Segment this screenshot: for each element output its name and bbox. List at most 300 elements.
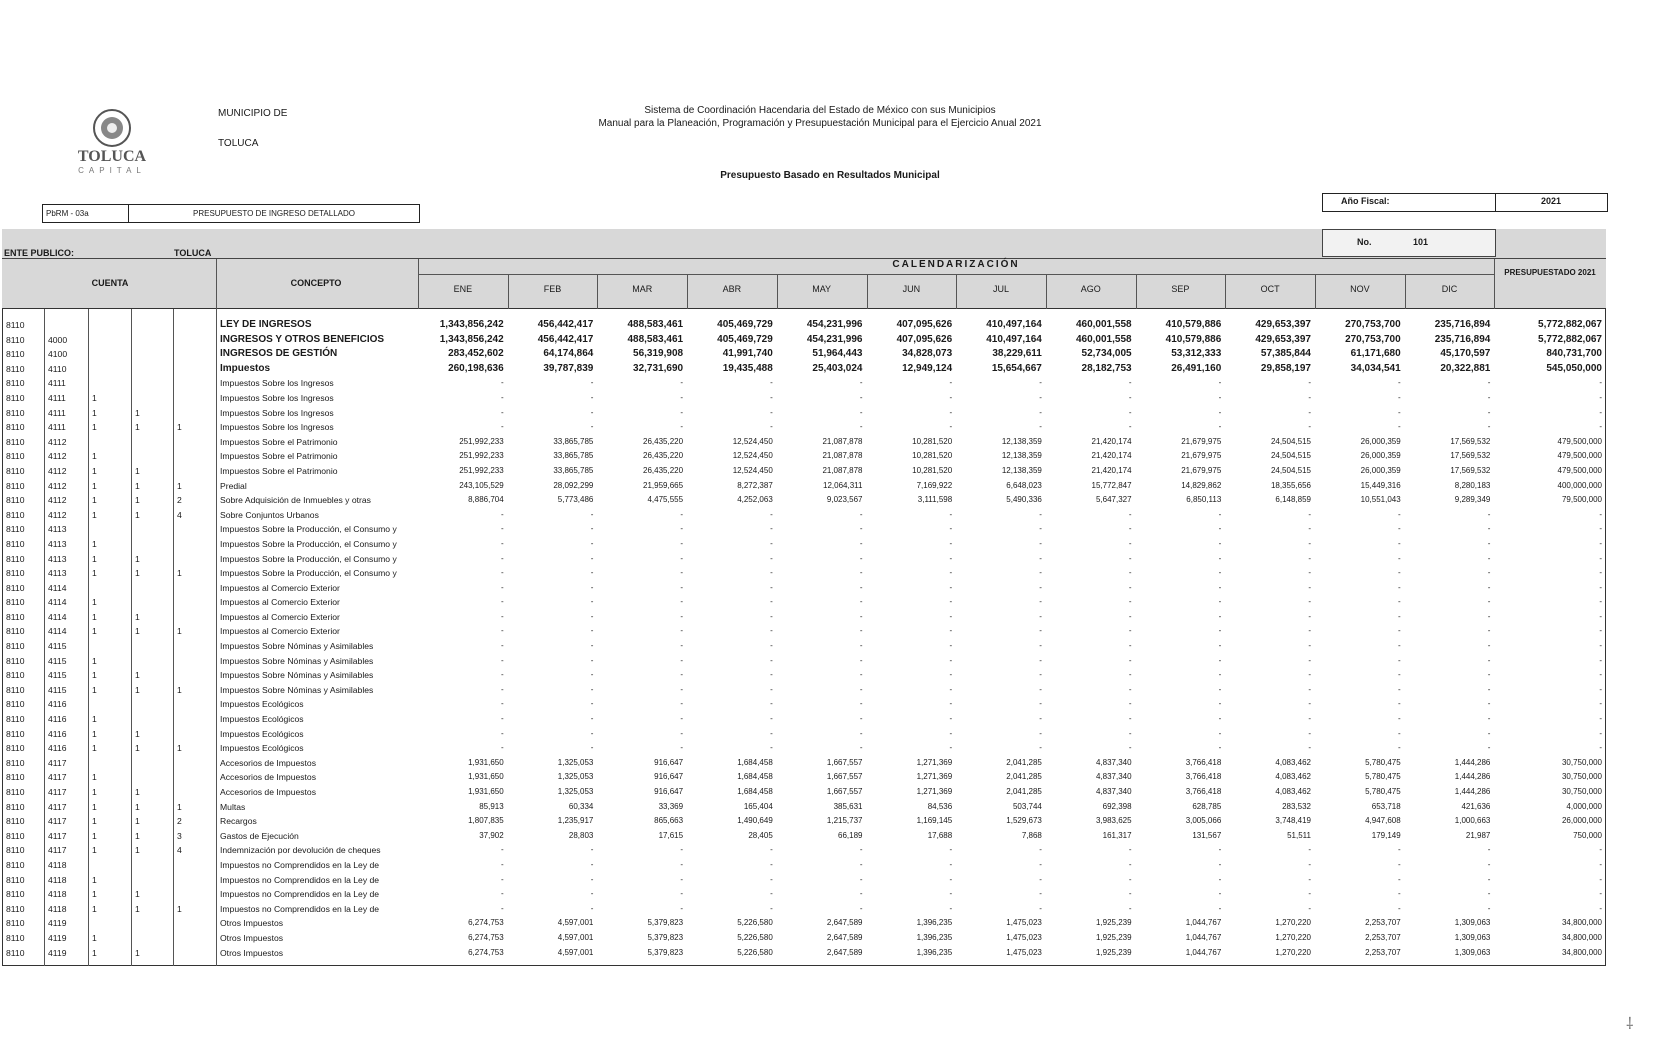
month-value-cell: - [770,889,773,899]
month-value-cell: - [501,655,504,665]
table-row [2,333,1606,348]
month-value-cell: - [1308,889,1311,899]
month-value-cell: - [1487,611,1491,621]
cuenta-cell: 8110 [6,816,25,827]
concepto-cell: Impuestos Sobre los Ingresos [220,422,334,433]
month-value-cell: 15,654,667 [991,362,1042,374]
month-value-cell: 1,444,286 [1454,757,1491,767]
concepto-cell: Impuestos Sobre la Producción, el Consumo y [220,553,397,564]
month-value-cell: 21,420,174 [1091,436,1132,446]
cuenta-cell: 4119 [48,947,67,958]
month-value-cell: 24,504,515 [1270,451,1311,461]
cuenta-cell: 1 [135,670,140,681]
month-value-cell: - [1218,728,1222,738]
month-header: MAR [632,284,653,294]
month-value-cell: - [1039,392,1042,402]
cuenta-cell: 1 [92,684,97,695]
month-value-cell: - [1308,378,1311,388]
month-value-cell: - [949,538,953,548]
total-value-cell: 30,750,000 [1561,787,1602,796]
table-row [2,814,1606,829]
month-value-cell: - [949,903,953,913]
month-value-cell: 21,987 [1465,830,1491,840]
month-value-cell: 4,252,063 [737,495,773,505]
month-value-cell: - [1218,509,1222,519]
month-value-cell: - [1308,538,1311,548]
cuenta-cell: 1 [135,509,140,520]
table-row [2,522,1606,537]
ente-label: ENTE PUBLICO: [4,248,75,258]
cuenta-cell: 4113 [48,568,67,579]
month-value-cell: - [1487,684,1491,694]
month-value-cell: - [590,874,594,884]
month-value-cell: 1,444,286 [1454,787,1491,796]
concepto-cell: Impuestos no Comprendidos en la Ley de [220,859,380,870]
month-value-cell: 10,281,520 [912,451,953,461]
cuenta-cell: 4118 [48,874,67,885]
month-value-cell: - [1308,553,1311,563]
month-value-cell: - [1308,568,1311,578]
month-value-cell: 1,309,063 [1454,918,1491,928]
month-value-cell: - [949,392,953,402]
month-value-cell: - [1128,392,1132,402]
total-value-cell: 30,750,000 [1561,772,1602,782]
month-value-cell: 692,398 [1102,801,1132,811]
month-value-cell: - [1218,655,1222,665]
concepto-cell: Impuestos Ecológicos [220,699,304,710]
month-value-cell: - [590,859,594,869]
month-value-cell: 61,171,680 [1350,348,1401,360]
month-value-cell: - [859,728,863,738]
month-value-cell: 9,023,567 [826,495,863,505]
month-value-cell: - [1308,597,1311,607]
total-value-cell: - [1599,743,1602,753]
month-value-cell: 1,475,023 [1006,918,1042,928]
month-value-cell: - [1218,714,1222,724]
month-value-cell: 41,991,740 [722,348,773,360]
cuenta-cell: 1 [92,845,97,856]
month-value-cell: 18,355,656 [1270,480,1311,490]
month-value-cell: 410,579,886 [1165,333,1222,345]
total-value-cell: 5,772,882,067 [1538,319,1602,330]
month-value-cell: - [1398,874,1401,884]
month-value-cell: 6,274,753 [468,947,504,957]
month-value-cell: - [1128,714,1132,724]
total-value-cell: - [1599,655,1602,665]
month-value-cell: - [1308,611,1311,621]
month-value-cell: - [770,378,773,388]
cuenta-cell: 4119 [48,932,67,943]
number-label: No. [1357,237,1372,247]
total-value-cell: - [1599,903,1602,913]
month-value-cell: - [1039,378,1042,388]
month-value-cell: - [859,903,863,913]
month-value-cell: 28,803 [568,830,594,840]
month-value-cell: - [859,378,863,388]
cuenta-cell: 4112 [48,436,67,447]
month-value-cell: 1,475,023 [1006,947,1042,957]
logo-sub: CAPITAL [78,166,146,175]
month-value-cell: - [501,845,504,855]
concepto-cell: Sobre Adquisición de Inmuebles y otras [220,495,371,506]
month-value-cell: - [680,626,684,636]
month-value-cell: 6,148,859 [1275,495,1311,505]
concepto-cell: Sobre Conjuntos Urbanos [220,509,319,520]
month-value-cell: - [1039,524,1042,534]
month-value-cell: - [1039,568,1042,578]
month-value-cell: - [859,582,863,592]
month-value-cell: - [1398,582,1401,592]
cuenta-cell: 4118 [48,859,67,870]
month-value-cell: - [1128,378,1132,388]
concepto-cell: Impuestos al Comercio Exterior [220,626,340,637]
cuenta-cell: 4111 [48,407,66,418]
cuenta-cell: 1 [92,509,97,520]
month-value-cell: - [1218,874,1222,884]
month-header: JUL [993,284,1010,294]
cuenta-cell: 1 [135,947,140,958]
month-value-cell: 5,226,580 [737,932,773,942]
month-value-cell: 4,597,001 [557,947,594,957]
month-value-cell: - [1487,874,1491,884]
total-value-cell: 840,731,700 [1546,348,1602,360]
month-value-cell: - [1218,889,1222,899]
month-value-cell: - [1128,538,1132,548]
cuenta-cell: 8110 [6,699,25,710]
cuenta-cell: 8110 [6,611,25,622]
cuenta-cell: 1 [92,553,97,564]
month-value-cell: 4,947,608 [1365,816,1401,826]
concepto-cell: Accesorios de Impuestos [220,787,317,797]
month-value-cell: 7,868 [1021,830,1042,840]
month-value-cell: - [1128,641,1132,651]
concepto-cell: INGRESOS Y OTROS BENEFICIOS [220,333,385,345]
month-value-cell: - [1398,655,1401,665]
concepto-cell: Impuestos al Comercio Exterior [220,582,340,593]
cuenta-cell: 1 [92,830,97,841]
cuenta-cell: 8110 [6,626,25,637]
month-value-cell: - [859,611,863,621]
month-value-cell: 161,317 [1102,830,1132,840]
month-value-cell: - [1398,845,1401,855]
cuenta-cell: 1 [177,801,182,812]
month-value-cell: 21,679,975 [1181,465,1222,475]
month-value-cell: - [949,743,953,753]
month-value-cell: 3,983,625 [1095,816,1132,826]
month-value-cell: - [680,392,684,402]
month-value-cell: - [1128,582,1132,592]
total-value-cell: 34,800,000 [1561,947,1602,957]
month-value-cell: - [1039,553,1042,563]
month-value-cell: 5,379,823 [647,947,684,957]
total-value-cell: - [1599,670,1602,680]
cuenta-cell: 8110 [6,597,25,608]
cuenta-cell: 8110 [6,582,25,593]
month-value-cell: - [1039,699,1042,709]
month-value-cell: 19,435,488 [722,362,773,374]
month-value-cell: - [1039,509,1042,519]
month-value-cell: - [1308,670,1311,680]
month-value-cell: - [1487,728,1491,738]
cuenta-cell: 1 [135,407,140,418]
month-value-cell: - [590,670,594,680]
month-value-cell: - [1398,699,1401,709]
month-value-cell: - [949,611,953,621]
month-value-cell: - [1128,553,1132,563]
concepto-cell: Indemnización por devolución de cheques [220,845,381,856]
toluca-seal-icon [62,106,162,176]
month-value-cell: - [501,641,504,651]
month-value-cell: 460,001,558 [1075,333,1132,345]
month-value-cell: - [1487,524,1491,534]
cuenta-cell: 4112 [48,480,67,491]
month-value-cell: - [501,553,504,563]
month-value-cell: - [949,714,953,724]
cuenta-cell: 1 [135,801,140,812]
month-value-cell: 34,828,073 [902,348,953,360]
month-value-cell: 21,087,878 [822,451,863,461]
month-value-cell: - [1128,568,1132,578]
month-value-cell: 5,226,580 [737,918,773,928]
form-id-box [42,204,420,223]
table-row [2,318,1606,333]
month-value-cell: - [501,699,504,709]
month-value-cell: - [1487,670,1491,680]
month-value-cell: 10,281,520 [912,436,953,446]
table-body [2,318,1606,960]
month-value-cell: 1,215,737 [826,816,863,826]
total-value-cell: - [1599,392,1602,402]
total-value-cell: - [1599,509,1602,519]
table-row [2,946,1606,961]
month-value-cell: - [1039,889,1042,899]
month-value-cell: - [1308,859,1311,869]
cuenta-cell: 4114 [48,582,67,593]
month-value-cell: - [1398,553,1401,563]
table-row [2,916,1606,931]
cuenta-cell: 1 [135,684,140,695]
month-value-cell: 1,270,220 [1275,932,1311,942]
month-value-cell: - [501,568,504,578]
month-value-cell: 4,837,340 [1095,787,1132,796]
table-row [2,785,1606,800]
cuenta-cell: 1 [135,816,140,827]
total-value-cell: 79,500,000 [1561,495,1602,505]
month-value-cell: 385,631 [833,801,863,811]
month-value-cell: 12,524,450 [732,451,773,461]
month-value-cell: - [949,655,953,665]
month-value-cell: 3,766,418 [1185,757,1222,767]
month-value-cell: 5,780,475 [1365,787,1401,796]
month-value-cell: - [1308,626,1311,636]
month-value-cell: 4,597,001 [557,932,594,942]
month-value-cell: 2,647,589 [826,932,863,942]
month-value-cell: 407,095,626 [896,319,953,330]
month-value-cell: - [949,626,953,636]
month-value-cell: - [859,568,863,578]
total-value-cell: 4,000,000 [1566,801,1602,811]
month-value-cell: - [770,407,773,417]
table-row [2,581,1606,596]
month-value-cell: - [949,699,953,709]
cuenta-cell: 1 [92,422,97,433]
month-value-cell: - [680,509,684,519]
concepto-cell: Impuestos Sobre los Ingresos [220,378,334,389]
month-value-cell: - [590,568,594,578]
cuenta-cell: 4111 [48,422,66,433]
month-value-cell: - [1128,845,1132,855]
month-value-cell: 283,532 [1282,801,1311,811]
month-value-cell: - [859,714,863,724]
month-value-cell: 251,992,233 [459,465,504,475]
month-value-cell: - [1128,597,1132,607]
month-value-cell: - [1039,670,1042,680]
month-value-cell: - [680,743,684,753]
month-value-cell: 33,865,785 [553,436,594,446]
month-value-cell: - [1487,743,1491,753]
cuenta-cell: 4000 [48,334,68,345]
month-value-cell: 7,169,922 [916,480,953,490]
month-value-cell: 2,647,589 [826,918,863,928]
system-title-line1: Sistema de Coordinación Hacendaria del Estado de México con sus Municipios [644,105,996,116]
month-value-cell: - [859,509,863,519]
cuenta-cell: 1 [92,801,97,812]
cuenta-cell: 8110 [6,845,25,856]
month-value-cell: 1,667,557 [826,787,863,796]
month-value-cell: 235,716,894 [1434,319,1491,330]
month-value-cell: - [501,743,504,753]
cuenta-cell: 4110 [48,363,67,374]
month-header: ENE [453,284,473,294]
month-value-cell: - [1308,684,1311,694]
cuenta-cell: 4111 [48,392,66,403]
cuenta-cell: 8110 [6,407,25,418]
month-value-cell: 1,271,369 [916,787,953,796]
table-row [2,595,1606,610]
month-value-cell: 20,322,881 [1440,362,1491,374]
month-value-cell: 251,992,233 [459,436,504,446]
month-value-cell: - [1128,859,1132,869]
cuenta-cell: 1 [92,626,97,637]
cuenta-cell: 4113 [48,553,67,564]
month-value-cell: - [1398,728,1401,738]
month-value-cell: - [1308,874,1311,884]
month-value-cell: - [949,874,953,884]
month-value-cell: - [859,597,863,607]
concepto-cell: Otros Impuestos [220,918,284,929]
month-value-cell: - [949,524,953,534]
cuenta-cell: 1 [92,392,97,403]
concepto-cell: Impuestos no Comprendidos en la Ley de [220,874,380,885]
month-value-cell: - [1128,670,1132,680]
month-value-cell: 33,369 [658,801,684,811]
month-value-cell: 3,748,419 [1275,816,1311,826]
table-row [2,552,1606,567]
concepto-cell: Impuestos no Comprendidos en la Ley de [220,903,380,914]
month-value-cell: - [859,874,863,884]
month-value-cell: - [770,422,773,432]
cuenta-cell: 4100 [48,349,68,360]
month-value-cell: - [501,874,504,884]
month-value-cell: - [680,568,684,578]
concepto-cell: Impuestos Sobre Nóminas y Asimilables [220,641,374,652]
cuenta-cell: 1 [92,787,97,797]
month-value-cell: 8,272,387 [737,480,773,490]
month-value-cell: - [1128,626,1132,636]
month-value-cell: 454,231,996 [806,333,863,345]
month-value-cell: 429,653,397 [1255,319,1311,330]
total-value-cell: - [1599,553,1602,563]
month-value-cell: 405,469,729 [717,333,773,345]
month-value-cell: - [501,903,504,913]
month-value-cell: - [1487,641,1491,651]
month-value-cell: - [1308,845,1311,855]
month-value-cell: - [859,684,863,694]
month-value-cell: 1,235,917 [557,816,594,826]
month-value-cell: - [680,597,684,607]
month-value-cell: - [1487,407,1491,417]
cuenta-cell: 4117 [48,772,67,783]
month-value-cell: - [1218,684,1222,694]
concepto-cell: LEY DE INGRESOS [220,319,312,330]
month-value-cell: 3,766,418 [1185,772,1222,782]
month-value-cell: - [770,597,773,607]
month-value-cell: - [680,641,684,651]
concepto-cell: Impuestos Sobre Nóminas y Asimilables [220,670,374,681]
month-value-cell: - [1308,699,1311,709]
header-calendarizacion: CALENDARIZACIÓN [892,259,1020,270]
cuenta-cell: 4117 [48,816,67,827]
month-value-cell: 1,325,053 [557,787,594,796]
month-value-cell: - [1039,597,1042,607]
cuenta-cell: 4117 [48,830,67,841]
fiscal-year-label: Año Fiscal: [1341,196,1390,206]
total-value-cell: 479,500,000 [1557,465,1602,475]
month-value-cell: - [680,524,684,534]
month-value-cell: 270,753,700 [1345,333,1401,345]
month-value-cell: - [501,407,504,417]
month-value-cell: - [949,582,953,592]
month-value-cell: - [590,538,594,548]
total-value-cell: - [1599,568,1602,578]
table-row [2,683,1606,698]
month-value-cell: - [1218,582,1222,592]
month-value-cell: 1,931,650 [468,787,504,796]
table-row [2,654,1606,669]
month-value-cell: - [770,582,773,592]
month-value-cell: 17,569,532 [1450,451,1491,461]
month-value-cell: 405,469,729 [717,319,773,330]
month-value-cell: - [1487,422,1491,432]
month-value-cell: - [1308,582,1311,592]
month-value-cell: - [1218,699,1222,709]
month-value-cell: 1,309,063 [1454,947,1491,957]
month-value-cell: - [501,538,504,548]
header-cuenta: CUENTA [91,278,129,288]
table-row [2,727,1606,742]
cuenta-cell: 8110 [6,451,25,462]
month-value-cell: 26,435,220 [643,465,684,475]
month-value-cell: 4,597,001 [557,918,594,928]
fiscal-year-box [1322,193,1608,212]
month-value-cell: - [1039,655,1042,665]
system-title-line2: Manual para la Planeación, Programación y Presupuestación Municipal para el Ejercicio Anual 2021 [598,118,1042,129]
month-value-cell: - [1487,392,1491,402]
table-row [2,464,1606,479]
cuenta-cell: 1 [135,422,140,433]
month-value-cell: - [1218,611,1222,621]
month-value-cell: 1,444,286 [1454,772,1491,782]
